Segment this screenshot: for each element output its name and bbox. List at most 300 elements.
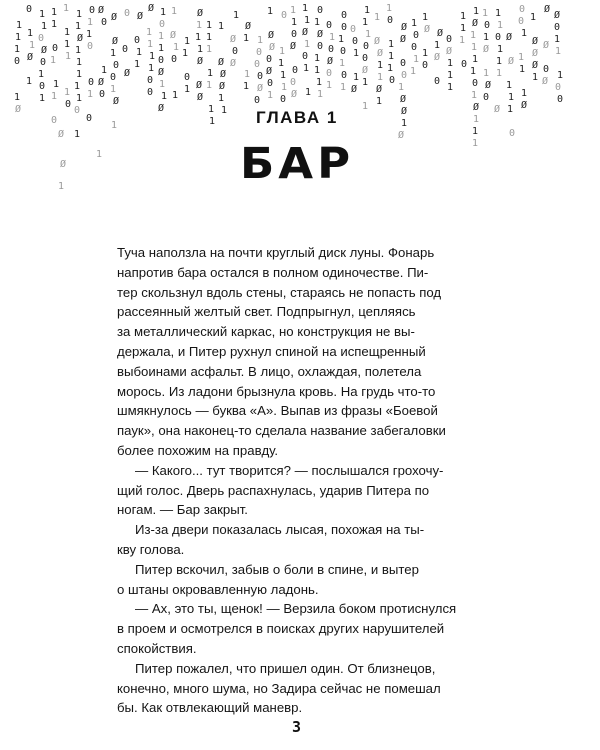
binary-digit: 0 [317, 5, 324, 16]
binary-digit: 1 [16, 20, 23, 31]
binary-digit: 1 [364, 5, 371, 16]
text-line: — Какого... тут творится? — послышался грохочу- [135, 462, 444, 478]
binary-digit: 1 [472, 138, 479, 149]
binary-digit: 1 [279, 46, 286, 57]
binary-digit: Ø [506, 32, 513, 43]
binary-digit: 1 [87, 17, 94, 28]
binary-digit: 1 [401, 118, 408, 129]
binary-digit: 0 [65, 99, 72, 110]
binary-digit: 1 [218, 93, 225, 104]
binary-digit: 1 [365, 29, 372, 40]
binary-digit: 1 [233, 10, 240, 21]
binary-digit: 1 [267, 6, 274, 17]
binary-digit: 0 [89, 5, 96, 16]
chapter-label: ГЛАВА 1 [256, 108, 338, 127]
binary-digit: 1 [76, 9, 83, 20]
binary-digit: Ø [266, 66, 273, 77]
binary-digit: Ø [317, 29, 324, 40]
text-line: кву голова. [117, 541, 185, 557]
binary-digit: Ø [543, 40, 550, 51]
binary-digit: 0 [495, 32, 502, 43]
binary-digit: Ø [437, 28, 444, 39]
binary-digit: 1 [76, 57, 83, 68]
binary-digit: Ø [398, 130, 405, 141]
binary-digit: 0 [352, 36, 359, 47]
binary-digit: 0 [51, 115, 58, 126]
binary-digit: 1 [281, 82, 288, 93]
binary-digit: Ø [111, 12, 118, 23]
binary-digit: 1 [58, 181, 65, 192]
binary-digit: Ø [544, 4, 551, 15]
binary-digit: 1 [521, 88, 528, 99]
binary-digit: 1 [184, 36, 191, 47]
binary-digit: 1 [171, 6, 178, 17]
binary-digit: 1 [386, 3, 393, 14]
binary-digit: 0 [159, 19, 166, 30]
binary-digit: 1 [39, 9, 46, 20]
binary-digit: 0 [302, 51, 309, 62]
binary-digit: 1 [136, 47, 143, 58]
text-line: паук», она наконец-то сделала название забегаловки [117, 423, 446, 439]
text-line: — Ах, это ты, щенок! — Верзила боком протиснулся [135, 601, 457, 617]
text-line: напротив бара остался в полном одиночестве. Пи- [117, 264, 429, 280]
binary-digit: 0 [341, 22, 348, 33]
binary-digit: Ø [374, 36, 381, 47]
binary-digit: Ø [521, 100, 528, 111]
binary-digit: 0 [26, 4, 33, 15]
text-line: более похожим на правду. [117, 442, 279, 458]
binary-digit: Ø [218, 57, 225, 68]
binary-digit: 1 [317, 89, 324, 100]
binary-digit: 0 [254, 95, 261, 106]
binary-digit: 0 [256, 47, 263, 58]
binary-digit: 1 [76, 93, 83, 104]
paragraph [117, 659, 495, 718]
binary-digit: 1 [387, 63, 394, 74]
binary-digit: Ø [473, 102, 480, 113]
binary-digit: 0 [280, 94, 287, 105]
binary-digit: 0 [99, 89, 106, 100]
binary-digit: 1 [470, 30, 477, 41]
binary-digit: 1 [101, 65, 108, 76]
binary-digit: 1 [53, 79, 60, 90]
text-line: спокойствия. [117, 640, 197, 656]
page-number: 3 [292, 718, 302, 736]
binary-digit: Ø [170, 30, 177, 41]
binary-digit: Ø [401, 22, 408, 33]
binary-digit: Ø [268, 30, 275, 41]
binary-digit: 0 [267, 78, 274, 89]
binary-digit: 0 [113, 60, 120, 71]
paragraph [117, 461, 495, 520]
binary-digit: 0 [557, 94, 564, 105]
binary-digit: 1 [51, 7, 58, 18]
text-line: за металлический каркас, но конструкция не вы- [117, 324, 415, 340]
binary-digit: Ø [302, 27, 309, 38]
binary-digit: 1 [340, 82, 347, 93]
binary-digit: 1 [483, 32, 490, 43]
binary-digit: 0 [362, 53, 369, 64]
chapter-text [117, 243, 495, 718]
binary-digit: 1 [76, 69, 83, 80]
binary-digit: Ø [58, 129, 65, 140]
binary-digit: Ø [291, 89, 298, 100]
binary-digit: 1 [39, 93, 46, 104]
paragraph [117, 520, 495, 560]
binary-digit: Ø [124, 68, 131, 79]
binary-digit: 1 [257, 35, 264, 46]
binary-digit: 0 [87, 41, 94, 52]
binary-digit: 1 [280, 70, 287, 81]
binary-digit: Ø [158, 67, 165, 78]
binary-digit: 0 [518, 16, 525, 27]
binary-digit: 1 [74, 129, 81, 140]
binary-digit: 0 [483, 92, 490, 103]
binary-digit: Ø [98, 5, 105, 16]
binary-digit: 1 [26, 76, 33, 87]
binary-digit: 1 [206, 80, 213, 91]
binary-digit: 1 [303, 63, 310, 74]
binary-digit: 1 [243, 33, 250, 44]
binary-digit: 1 [14, 44, 21, 55]
binary-digit: 1 [329, 32, 336, 43]
binary-digit: 0 [326, 68, 333, 79]
binary-digit: 1 [161, 91, 168, 102]
binary-digit: 0 [389, 75, 396, 86]
binary-digit: 1 [316, 77, 323, 88]
binary-digit: 1 [75, 45, 82, 56]
binary-digit: 0 [122, 44, 129, 55]
binary-digit: 0 [52, 43, 59, 54]
binary-digit: 0 [171, 54, 178, 65]
binary-digit: 1 [507, 104, 514, 115]
binary-digit: Ø [508, 56, 515, 67]
binary-digit: Ø [434, 52, 441, 63]
binary-digit: 0 [88, 77, 95, 88]
binary-digit: 1 [172, 90, 179, 101]
binary-digit: 1 [110, 84, 117, 95]
binary-digit: 0 [39, 81, 46, 92]
binary-digit: 1 [182, 48, 189, 59]
binary-digit: 1 [388, 51, 395, 62]
binary-digit: Ø [230, 58, 237, 69]
binary-digit: 1 [208, 104, 215, 115]
binary-digit: 0 [555, 82, 562, 93]
binary-digit: Ø [532, 48, 539, 59]
binary-digit: 1 [471, 90, 478, 101]
text-line: выбоинами асфальт. В лицо, охлаждая, полетела [117, 363, 422, 379]
binary-digit: 1 [244, 69, 251, 80]
binary-digit: Ø [377, 48, 384, 59]
binary-digit: Ø [257, 83, 264, 94]
binary-digit: Ø [112, 36, 119, 47]
binary-digit: 0 [461, 59, 468, 70]
binary-digit: 1 [278, 58, 285, 69]
binary-digit: 0 [401, 70, 408, 81]
binary-digit: 0 [257, 71, 264, 82]
text-line: ногам. — Бар закрыт. [117, 502, 248, 518]
binary-digit: 0 [387, 15, 394, 26]
binary-digit: 1 [377, 60, 384, 71]
binary-digit: 1 [447, 70, 454, 81]
binary-digit: 1 [290, 5, 297, 16]
binary-digit: Ø [197, 8, 204, 19]
binary-digit: Ø [196, 80, 203, 91]
binary-digit: 1 [195, 32, 202, 43]
binary-digit: 1 [521, 28, 528, 39]
binary-digit: 1 [530, 12, 537, 23]
binary-digit: 1 [147, 39, 154, 50]
binary-digit: 1 [304, 15, 311, 26]
binary-digit: 1 [326, 80, 333, 91]
binary-digit: 0 [317, 41, 324, 52]
binary-digit: 1 [64, 39, 71, 50]
binary-digit: 1 [532, 72, 539, 83]
binary-digit: 1 [496, 56, 503, 67]
text-line: о штаны окровавленную ладонь. [117, 581, 319, 597]
binary-digit: Ø [446, 46, 453, 57]
binary-digit: 1 [495, 8, 502, 19]
binary-digit: 1 [557, 70, 564, 81]
binary-digit: 1 [353, 48, 360, 59]
binary-digit: 0 [147, 87, 154, 98]
text-line: щий голос. Дверь распахнулась, ударив Питера по [117, 482, 430, 498]
binary-digit: Ø [532, 36, 539, 47]
binary-digit: 1 [338, 34, 345, 45]
binary-digit: Ø [230, 34, 237, 45]
binary-digit: Ø [472, 18, 479, 29]
binary-digit: 0 [484, 20, 491, 31]
binary-digit: 1 [184, 84, 191, 95]
binary-digit: Ø [197, 56, 204, 67]
binary-digit: 0 [74, 105, 81, 116]
binary-digit: 0 [400, 58, 407, 69]
binary-digit: Ø [494, 104, 501, 115]
binary-digit: 1 [63, 3, 70, 14]
binary-digit: 1 [314, 17, 321, 28]
binary-digit: Ø [220, 69, 227, 80]
binary-digit: 1 [196, 20, 203, 31]
text-line: рассеянный желтый свет. Подпрыгнул, цепляясь [117, 304, 416, 320]
binary-digit: 1 [218, 21, 225, 32]
binary-digit: 1 [314, 53, 321, 64]
binary-digit: 1 [459, 35, 466, 46]
binary-digit: 1 [206, 32, 213, 43]
binary-digit: 1 [38, 69, 45, 80]
binary-digit: 1 [173, 42, 180, 53]
binary-digit: 1 [410, 66, 417, 77]
binary-digit: 0 [14, 56, 21, 67]
binary-digit: Ø [542, 76, 549, 87]
binary-digit: 1 [483, 68, 490, 79]
binary-digit: 0 [40, 57, 47, 68]
binary-digit: Ø [60, 159, 67, 170]
binary-digit: 1 [473, 114, 480, 125]
binary-digit: 1 [447, 82, 454, 93]
binary-digit: 0 [281, 10, 288, 21]
binary-digit: 0 [38, 33, 45, 44]
text-line: конечно, много шума, но Задира сейчас не помешал [117, 680, 441, 696]
binary-digit: 0 [328, 44, 335, 55]
binary-digit: 0 [158, 55, 165, 66]
binary-digit: Ø [424, 24, 431, 35]
binary-digit: Ø [327, 56, 334, 67]
binary-digit: 1 [447, 58, 454, 69]
binary-digit: Ø [245, 21, 252, 32]
binary-digit: 1 [508, 92, 515, 103]
binary-digit: Ø [269, 42, 276, 53]
binary-digit: 1 [411, 18, 418, 29]
binary-digit: 1 [496, 68, 503, 79]
binary-digit: 1 [376, 96, 383, 107]
binary-digit: 0 [341, 10, 348, 21]
binary-digit: 1 [206, 20, 213, 31]
binary-digit: 1 [15, 32, 22, 43]
binary-digit: Ø [401, 106, 408, 117]
binary-digit: Ø [376, 84, 383, 95]
binary-digit: 1 [362, 77, 369, 88]
binary-digit: 1 [305, 87, 312, 98]
paragraph [117, 560, 495, 600]
binary-digit: 0 [134, 35, 141, 46]
binary-digit: 1 [374, 12, 381, 23]
text-line: морось. Из ладони брызнула кровь. На грудь что-то [117, 383, 436, 399]
binary-digit: 1 [51, 91, 58, 102]
binary-digit: 0 [290, 77, 297, 88]
text-line: Питер вскочил, забыв о боли в спине, и вытер [135, 561, 419, 577]
binary-digit: 0 [266, 54, 273, 65]
binary-digit: 1 [110, 48, 117, 59]
binary-digit: 0 [326, 20, 333, 31]
binary-digit: 0 [446, 34, 453, 45]
binary-digit: 0 [101, 17, 108, 28]
binary-digit: 1 [64, 27, 71, 38]
binary-digit: 0 [232, 46, 239, 57]
paragraph [117, 599, 495, 658]
binary-digit: Ø [27, 52, 34, 63]
binary-digit: 1 [497, 44, 504, 55]
binary-digit: Ø [148, 3, 155, 14]
binary-digit: 1 [209, 116, 216, 127]
binary-digit: 1 [388, 39, 395, 50]
binary-digit: 1 [243, 81, 250, 92]
binary-digit: 1 [149, 51, 156, 62]
binary-digit: Ø [400, 34, 407, 45]
binary-digit: 1 [291, 17, 298, 28]
binary-digit: 1 [422, 12, 429, 23]
binary-digit: 1 [86, 29, 93, 40]
binary-digit: 1 [267, 90, 274, 101]
binary-digit: 0 [413, 30, 420, 41]
binary-digit: 1 [506, 80, 513, 91]
binary-digit: 1 [159, 79, 166, 90]
binary-digit: 0 [110, 72, 117, 83]
binary-digit: 1 [206, 44, 213, 55]
binary-digit: 1 [554, 34, 561, 45]
binary-digit: 1 [377, 72, 384, 83]
binary-digit: 1 [353, 72, 360, 83]
chapter-title: БАР [240, 138, 355, 189]
binary-digit: 1 [87, 89, 94, 100]
binary-digit: 1 [158, 31, 165, 42]
binary-digit: 1 [472, 54, 479, 65]
binary-digit: 1 [160, 7, 167, 18]
binary-digit: Ø [400, 94, 407, 105]
binary-digit: 1 [460, 23, 467, 34]
text-line: шмякнулось — буква «А». Выпав из фразы «Боевой [117, 403, 438, 419]
binary-digit: 0 [411, 42, 418, 53]
binary-digit: 1 [146, 27, 153, 38]
binary-digit: 1 [482, 8, 489, 19]
binary-digit: Ø [483, 44, 490, 55]
binary-digit: 1 [64, 87, 71, 98]
binary-digit: Ø [290, 41, 297, 52]
paragraph [117, 243, 495, 461]
binary-digit: 1 [362, 101, 369, 112]
text-line: Питер пожалел, что пришел один. От близнецов, [135, 660, 436, 676]
binary-digit: Ø [362, 65, 369, 76]
text-line: держала, и Питер рухнул спиной на испещренный [117, 343, 426, 359]
binary-digit: 1 [74, 81, 81, 92]
binary-digit: 1 [65, 51, 72, 62]
binary-digit: 0 [340, 46, 347, 57]
binary-digit: 1 [398, 82, 405, 93]
binary-digit: 0 [86, 113, 93, 124]
binary-digit: 1 [434, 40, 441, 51]
text-line: в проем и осмотрелся в поисках других нарушителей [117, 621, 445, 637]
binary-digit: 1 [75, 21, 82, 32]
binary-digit: 1 [472, 126, 479, 137]
binary-digit: 1 [362, 17, 369, 28]
binary-digit: 1 [473, 6, 480, 17]
binary-digit: Ø [15, 104, 22, 115]
binary-digit: 0 [519, 4, 526, 15]
binary-digit: 1 [50, 55, 57, 66]
binary-digit: 0 [363, 41, 370, 52]
binary-digit: 1 [304, 39, 311, 50]
binary-digit: 0 [291, 29, 298, 40]
binary-digit: 0 [254, 59, 261, 70]
binary-digit: 1 [111, 120, 118, 131]
binary-digit: 1 [221, 105, 228, 116]
binary-digit: 1 [207, 68, 214, 79]
binary-digit: 1 [302, 3, 309, 14]
binary-digit: Ø [137, 11, 144, 22]
binary-digit: Ø [158, 103, 165, 114]
binary-digit: 1 [14, 92, 21, 103]
binary-digit: 1 [339, 58, 346, 69]
binary-digit: Ø [532, 60, 539, 71]
binary-digit: 0 [341, 70, 348, 81]
binary-digit: 0 [554, 22, 561, 33]
binary-digit: 1 [460, 11, 467, 22]
binary-digit: Ø [197, 92, 204, 103]
binary-digit: 1 [518, 52, 525, 63]
binary-digit: 0 [509, 128, 516, 139]
binary-digit: Ø [219, 81, 226, 92]
binary-digit: 1 [51, 19, 58, 30]
text-line: тер скользнул вдоль стены, стараясь не попасть под [117, 284, 442, 300]
binary-digit: 0 [472, 78, 479, 89]
binary-digit: 1 [134, 59, 141, 70]
binary-digit: 0 [124, 8, 131, 19]
binary-digit: Ø [41, 45, 48, 56]
binary-digit: 1 [314, 65, 321, 76]
binary-digit: 1 [27, 28, 34, 39]
binary-digit: 1 [497, 20, 504, 31]
binary-digit: Ø [77, 33, 84, 44]
binary-digit: 0 [147, 75, 154, 86]
